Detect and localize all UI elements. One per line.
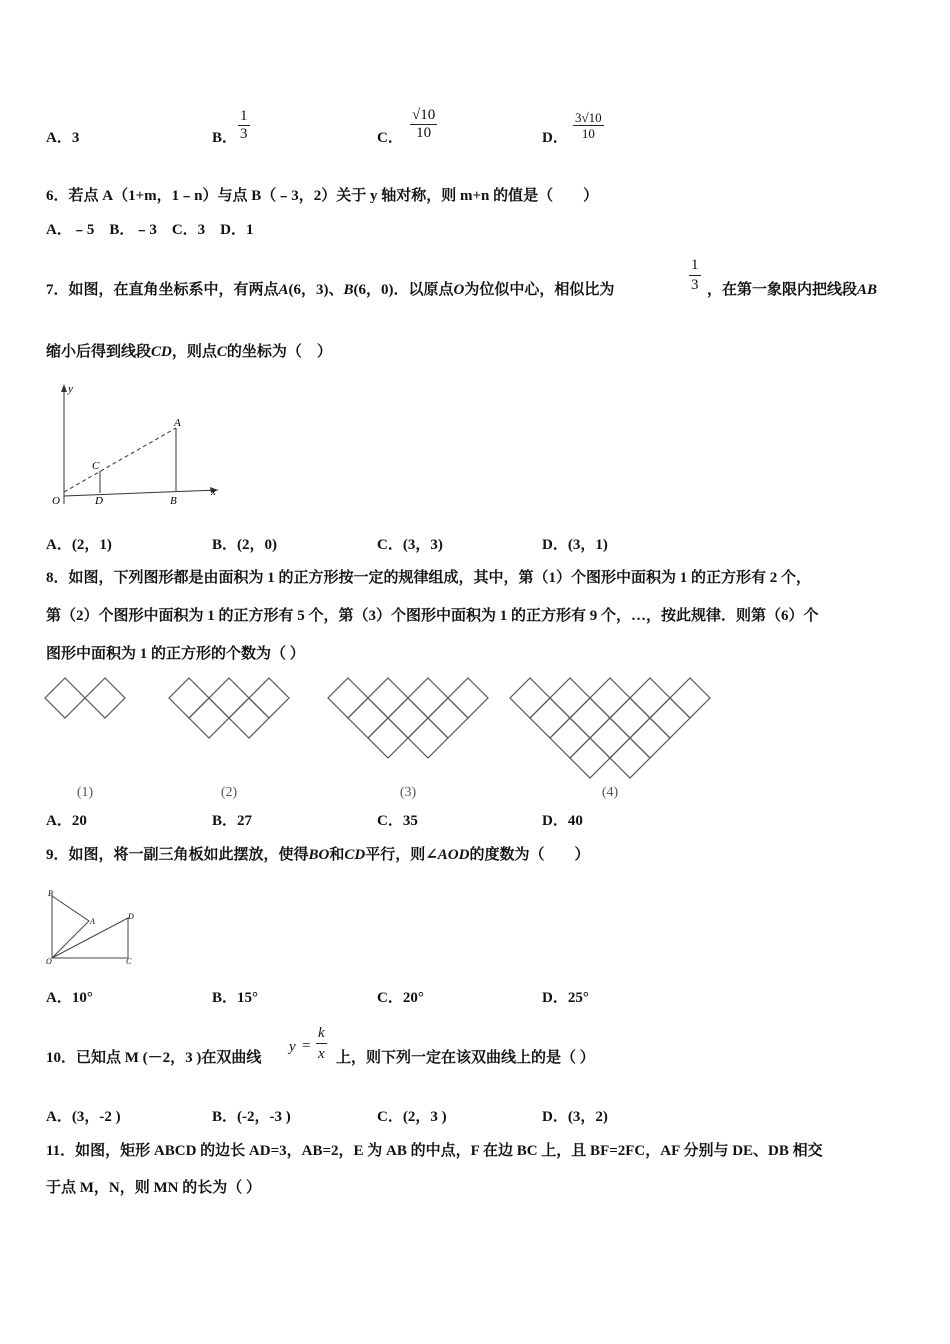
q8-stem-line1: 8．如图，下列图形都是由面积为 1 的正方形按一定的规律组成，其中，第（1）个图形中面积为 1 的正方形有 2 个， xyxy=(46,570,812,586)
q7-option-a[interactable]: A．(2，1) xyxy=(46,537,112,553)
unit-square-fig4 xyxy=(610,738,650,778)
q10-option-c[interactable]: C．(2，3 ) xyxy=(377,1109,447,1125)
unit-square-fig3 xyxy=(428,698,468,738)
unit-square-fig3 xyxy=(408,718,448,758)
x-axis xyxy=(64,490,218,496)
unit-square-fig4 xyxy=(630,678,670,718)
unit-square-fig4 xyxy=(590,718,630,758)
unit-square-fig3 xyxy=(368,718,408,758)
caption-2: (2) xyxy=(220,785,238,800)
label-y: y xyxy=(68,383,73,395)
unit-square-fig4 xyxy=(610,698,650,738)
unit-square-fig2 xyxy=(229,698,269,738)
q7-option-b[interactable]: B．(2，0) xyxy=(212,537,278,553)
q7-stem-line2: 缩小后得到线段CD，则点C的坐标为（ ） xyxy=(46,344,332,360)
q9-triangles-figure xyxy=(44,886,144,966)
label-d: D xyxy=(95,495,103,507)
q7-stem-line1: 7．如图，在直角坐标系中，有两点A(6，3)、B(6，0)．以原点O为位似中心，相似比为 xyxy=(46,282,615,298)
unit-square-fig4 xyxy=(570,738,610,778)
q5-option-c-fraction: $\frac{√10}{10}$ xyxy=(412,107,436,141)
unit-square-fig3 xyxy=(448,678,488,718)
q10-stem-start: 10．已知点 M (－2，3 )在双曲线 xyxy=(46,1050,262,1066)
label-x: x xyxy=(211,486,216,498)
unit-square-fig4 xyxy=(670,678,710,718)
caption-1: (1) xyxy=(76,785,94,800)
unit-square-fig3 xyxy=(368,678,408,718)
q8-stem-line2: 第（2）个图形中面积为 1 的正方形有 5 个，第（3）个图形中面积为 1 的正方形有 9 个，…，按此规律．则第（6）个 xyxy=(46,608,819,624)
q10-stem-end: 上，则下列一定在该双曲线上的是（ ） xyxy=(336,1050,595,1066)
unit-square-fig4 xyxy=(590,678,630,718)
q9-option-b[interactable]: B．15° xyxy=(212,990,259,1006)
q5-option-b-label[interactable]: B． xyxy=(212,130,238,146)
label-o: O xyxy=(52,495,60,507)
q11-stem-line2: 于点 M，N，则 MN 的长为（ ） xyxy=(46,1180,261,1196)
unit-square-fig4 xyxy=(550,718,590,758)
label-c: C xyxy=(126,957,132,966)
q10-option-b[interactable]: B．(-2，-3 ) xyxy=(212,1109,291,1125)
q8-option-d[interactable]: D．40 xyxy=(542,813,583,829)
q9-stem: 9．如图，将一副三角板如此摆放，使得BO和CD平行，则∠AOD的度数为（ ） xyxy=(46,847,590,863)
caption-3: (3) xyxy=(399,785,417,800)
q5-option-d-fraction: $\frac{3√10}{10}$ xyxy=(575,110,602,141)
q7-stem-line1-end: ，在第一象限内把线段AB xyxy=(707,282,878,298)
q8-pattern-figure xyxy=(40,670,720,805)
q10-equation-y: y xyxy=(289,1039,296,1055)
unit-square-fig3 xyxy=(408,678,448,718)
unit-square-fig4 xyxy=(630,718,670,758)
label-o: O xyxy=(46,957,52,966)
q7-option-d[interactable]: D．(3，1) xyxy=(542,537,608,553)
label-a: A xyxy=(174,417,181,429)
q5-option-b-fraction: $\frac{1}{3}$ xyxy=(240,108,248,142)
unit-square-fig4 xyxy=(570,698,610,738)
unit-square-fig2 xyxy=(249,678,289,718)
q11-stem-line1: 11．如图，矩形 ABCD 的边长 AD=3，AB=2，E 为 AB 的中点，F 在边 BC 上，且 BF=2FC，AF 分别与 DE、DB 相交 xyxy=(46,1143,823,1159)
q8-option-b[interactable]: B．27 xyxy=(212,813,253,829)
unit-square-fig1 xyxy=(45,678,85,718)
unit-square-fig3 xyxy=(328,678,368,718)
unit-square-fig3 xyxy=(348,698,388,738)
q8-option-c[interactable]: C．35 xyxy=(377,813,418,829)
unit-square-fig3 xyxy=(388,698,428,738)
q5-option-d-label[interactable]: D． xyxy=(542,130,568,146)
q5-option-a[interactable]: A．3 xyxy=(46,130,80,146)
label-b: B xyxy=(48,889,53,898)
q8-stem-line3: 图形中面积为 1 的正方形的个数为（ ） xyxy=(46,646,305,662)
label-d: D xyxy=(128,912,134,921)
q6-options[interactable]: A．﹣5 B．﹣3 C．3 D．1 xyxy=(46,222,254,238)
label-c: C xyxy=(92,460,100,472)
q5-option-c-label[interactable]: C． xyxy=(377,130,403,146)
unit-square-fig2 xyxy=(169,678,209,718)
unit-square-fig1 xyxy=(85,678,125,718)
unit-square-fig4 xyxy=(550,678,590,718)
q6-stem: 6．若点 A（1+m，1﹣n）与点 B（﹣3，2）关于 y 轴对称，则 m+n 的值是（ ） xyxy=(46,188,599,204)
q7-option-c[interactable]: C．(3，3) xyxy=(377,537,443,553)
q9-option-c[interactable]: C．20° xyxy=(377,990,424,1006)
q10-option-d[interactable]: D．(3，2) xyxy=(542,1109,608,1125)
q10-k-over-x: $\frac{k}{x}$ xyxy=(318,1025,325,1062)
ray-oa xyxy=(64,428,176,492)
q9-option-d[interactable]: D．25° xyxy=(542,990,589,1006)
q7-ratio-fraction: $\frac{1}{3}$ xyxy=(691,257,699,293)
label-a: A xyxy=(90,917,95,926)
caption-4: (4) xyxy=(601,785,619,800)
label-b: B xyxy=(170,495,177,507)
unit-square-fig4 xyxy=(510,678,550,718)
q7-coordinate-figure xyxy=(44,380,224,510)
y-axis-arrow xyxy=(61,384,67,392)
unit-square-fig2 xyxy=(189,698,229,738)
unit-square-fig4 xyxy=(530,698,570,738)
q9-option-a[interactable]: A．10° xyxy=(46,990,93,1006)
unit-square-fig4 xyxy=(650,698,690,738)
unit-square-fig2 xyxy=(209,678,249,718)
q10-equation-eq: = xyxy=(302,1038,311,1054)
q10-option-a[interactable]: A．(3，-2 ) xyxy=(46,1109,121,1125)
q8-option-a[interactable]: A．20 xyxy=(46,813,87,829)
